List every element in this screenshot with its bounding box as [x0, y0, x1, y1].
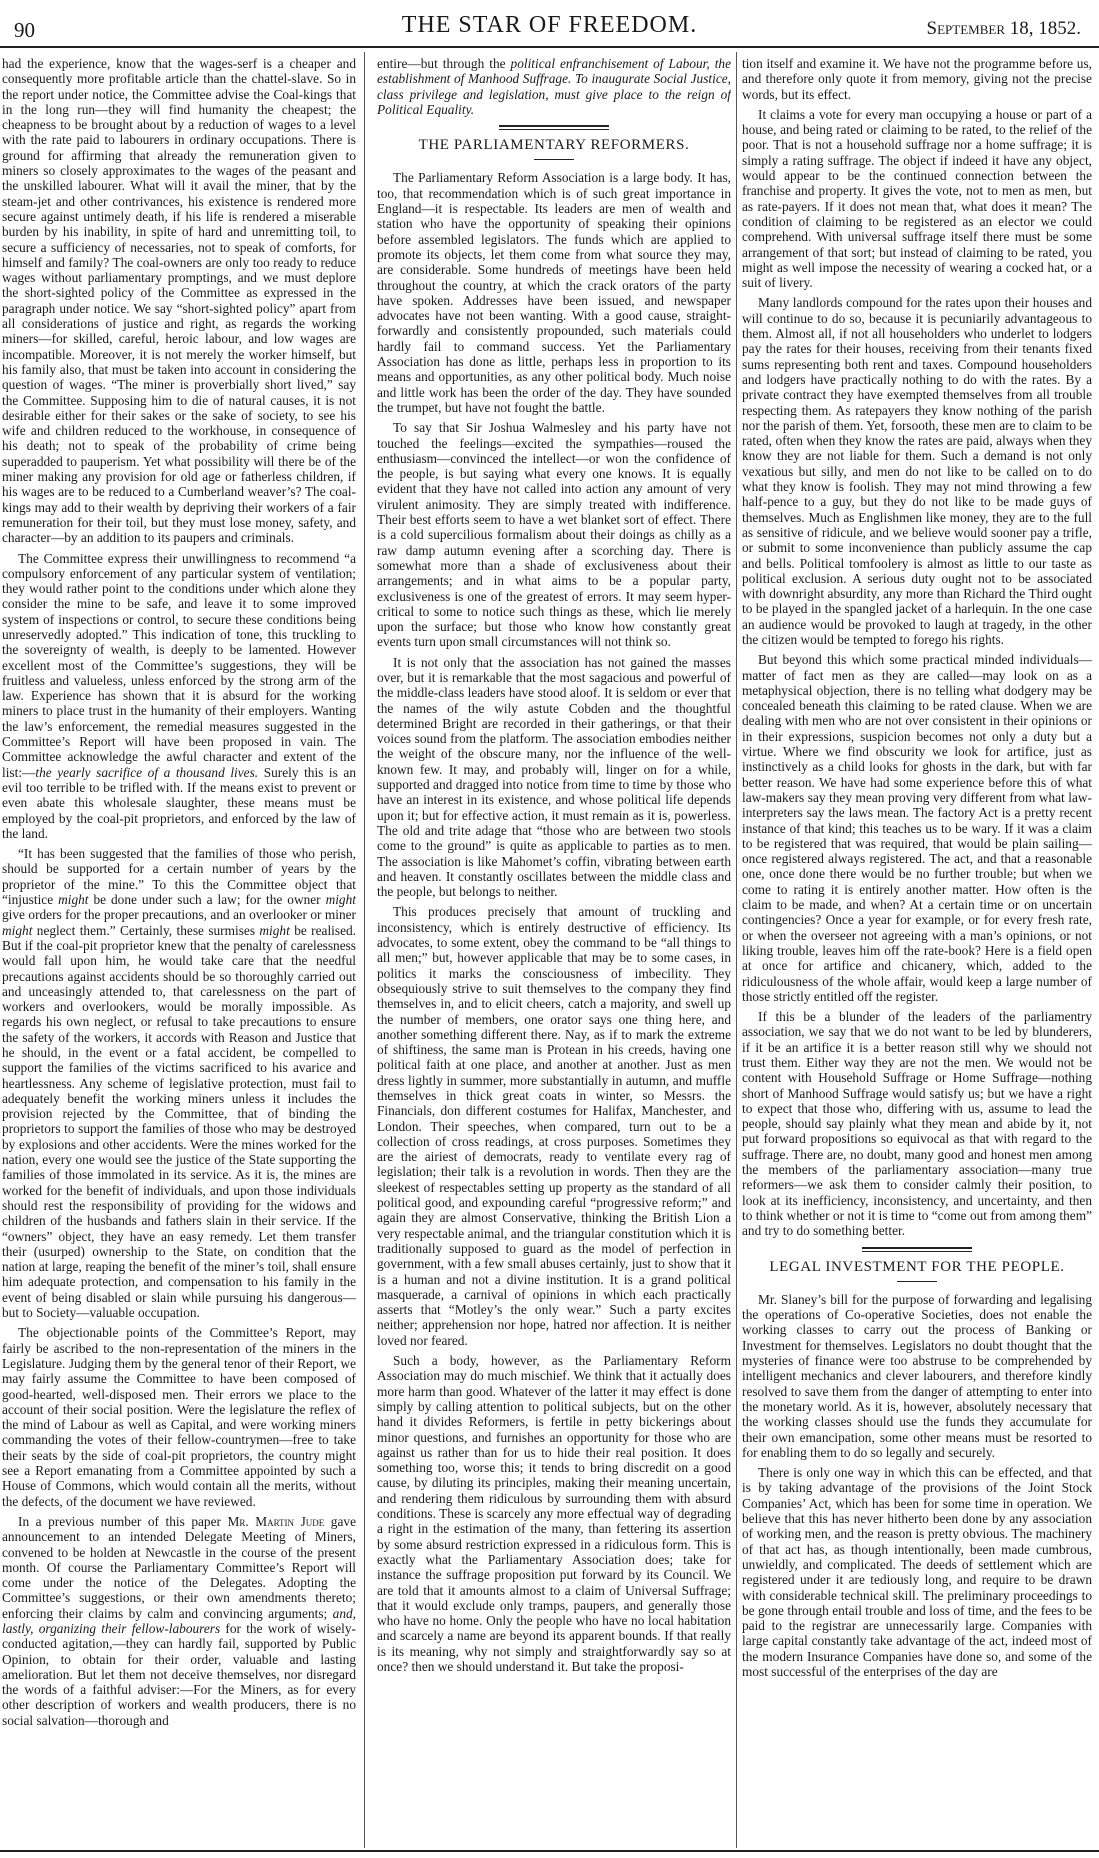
page-number: 90 [14, 18, 35, 42]
paragraph-text: Many landlords compound for the rates upon their houses and will continue to do so, because it is pecuniarily advantageous to them. Almost all, if not all householders who underlet to lodgers pay the rates for their houses, receiving from their tenants fixed sums representing both rent and taxes. Compound householders and lodgers have practically nothing to do with the rates. By a private contract they have exempted themselves from all trouble respecting them. As ratepayers they know nothing of the parish nor the parish of them. Yet, forsooth, these men are to claim to be rated, often when they know the rates are paid, always when they know they are not liable for them. Such a demand is not only vexatious but silly, and men do not like to be called on to do what they know is foolish. They may not mind throwing a few half-pence to a guy, but they do not like to be made guys of themselves. Much as Englishmen like money, they are to the full as sensitive of ridicule, and we believe would sooner pay a trifle, or submit to some inconvenience than publicly assume the cap and bells. Political tomfoolery is almost as little to our taste as political exclusion. A serious duty ought not to be associated with downright absurdity, any more than Richard the Third ought to be played in the spangled jacket of a harlequin. In the one case an audience would be provoked to laugh at tragedy, in the other the citizen would be tempted to forego his rights. [742, 295, 1092, 647]
issue-date: September 18, 1852. [926, 18, 1081, 39]
article-headline: THE PARLIAMENTARY REFORMERS. [418, 137, 690, 154]
paragraph-text: be done under such a law; for the owner [88, 892, 326, 908]
paragraph-text: The Committee express their unwillingness to recommend “a compulsory enforcement of any particular system of ventilation; they would rather point to the conditions under which alone they consider the mine to be safe, and leave it to some improved system of inspections or control, to secure these conditions being unreservedly adopted.” This indication of tone, this truckling to the sovereignty of wealth, is deeply to be lamented. However excellent most of the Committee’s suggestions, they will be fruitless and valueless, unless enforced by the strong arm of the law. Experience has shown that it is absurd for the working miners to place trust in the humanity of their employers. Wanting the law’s enforcement, the remedial measures suggested in the Committee’s Report will have been proposed in vain. The Committee acknowledge the awful character and extent of the list:— [2, 550, 356, 780]
paragraph-text: Mr. Slaney’s bill for the purpose of forwarding and legalising the operations of Co-operative Societies, does not enable the working classes to carry out the process of Banking or Investment for themselves. Legislators no doubt thought that the mysteries of finance were too abstruse to be comprehended by intelligent mechanics and clever labourers, and therefore kindly resolved to save them from the danger of attempting to enter into the monetary world. As it is, however, absolutely necessary that the working classes should use the funds they accumulate for their own emancipation, some other means must be resorted to for enabling them to do so legally and securely. [742, 1291, 1092, 1460]
article-paragraph [742, 107, 1092, 291]
column-divider [364, 52, 365, 1848]
paragraph-text: give orders for the proper precautions, and an overlooker or miner [2, 907, 356, 923]
paragraph-text: Mr. Martin Jude [227, 1513, 325, 1529]
paragraph-text: There is only one way in which this can be effected, and that is by taking advantage of the provisions of the Joint Stock Companies’ Act, which has been for some time in operation. We believe that this has never hitherto been done by any association of working men, and the reason is pretty obvious. The machinery of that act has, as though intentionally, been made cumbrous, unwieldly, and complicated. The deeds of settlement which are registered under it are tediously long, and require to be drawn with considerable technical skill. The preliminary proceedings to be gone through entail trouble and loss of time, and the fees to be paid to the registrar are unnecessarily large. Companies with large capital constantly take advantage of the act, indeed most of the modern Insurance Companies have done so, and some of the most successful of the enterprises of the day are [742, 1465, 1092, 1679]
article-paragraph [2, 846, 356, 1320]
paragraph-text: “It has been suggested that the families of those who perish, should be supported for a certain number of years by the proprietor of the mine.” To this the Committee object that “injustice [2, 846, 356, 908]
article-paragraph [742, 295, 1092, 647]
page-bottom-rule [0, 1850, 1099, 1852]
article-paragraph [742, 1009, 1092, 1238]
section-divider [499, 125, 609, 130]
paragraph-text: gave announcement to an intended Delegate Meeting of Miners, convened to be holden at Newcastle in the course of the present month. Of course the Parliamentary Committee’s Report will come under the notice of the Delegates. Adopting the Committee’s suggestions, or their own amendments thereto; enforcing their claims by calm and convincing arguments; [2, 1513, 356, 1621]
article-paragraph [2, 1325, 356, 1509]
paragraph-text: had the experience, know that the wages-serf is a cheaper and consequently more profitable article than the chattel-slave. So in the report under notice, the Committee advise the Coal-kings that in the long run—they will find humanity the cheapest; the cheapness to be brought about by a reduction of wages to a level with the rate paid to labourers in ordinary occupations. There is ground for affirming that already the remuneration given to miners so closely approximates to the wages of the peasant and the unskilled labourer. What will it avail the miner, that by the steam-jet and other contrivances, his existence is rendered more secure against untimely death, if his life is rendered a miserable burden by his inability, in spite of hard and unremitting toil, to secure a sufficiency of necessaries, not to speak of comforts, for himself and family? The coal-owners are only too ready to reduce wages without parliamentary promptings, and we must deplore the short-sighted policy of the Committee as expressed in the paragraph under notice. We say “short-sighted policy” apart from all considerations of justice and right, as regards the working miners—for skilled, careful, heroic labour, and low wages are incompatible. Moreover, it is not merely the worker himself, but his family also, that must be taken into account in considering the question of wages. “The miner is proverbially short lived,” say the Committee. Supposing him to die of natural causes, it is not desirable either for their sakes or the sake of society, to see his wife and children reduced to the workhouse, in consequence of his death; not to speak of the probability of crime being superadded to pauperism. Yet what possibility will there be of the miner making any provision for old age or fatherless children, if his wages are to be reduced to a Cumberland weaver’s? The coal-kings may add to their wealth by depriving their workers of a fair remuneration for their toil, but they must lose money, safety, and character—by an addition to its paupers and criminals. [2, 56, 356, 546]
masthead-rule [0, 46, 1099, 48]
article-paragraph [377, 655, 731, 900]
headline-underline [534, 159, 574, 160]
paragraph-text: Surely this is an evil too terrible to be trifled with. If the means exist to prevent or even abate this wholesale slaughter, these means must be employed by the coal-pit proprietors, and enforced by the law of the land. [2, 764, 356, 841]
section-divider [862, 1247, 972, 1252]
paragraph-text: neglect them.” Certainly, these surmises [32, 922, 260, 938]
headline-underline [897, 1281, 937, 1282]
paragraph-text: for the work of wisely-conducted agitation,—they can hardly fail, supported by Public Opinion, to obtain for their order, valuable and lasting amelioration. But let them not deceive themselves, nor disregard the words of a faithful adviser:—For the Miners, as for every other description of workers and wealth producers, there is no social salvation—thorough and [2, 1620, 356, 1728]
paragraph-text: Such a body, however, as the Parliamentary Reform Association may do much mischief. We think that it actually does more harm than good. Whatever of the latter it may effect is done simply by calling attention to political subjects, but on the other hand it divides Reformers, is fertile in petty bickerings about minor questions, and furnishes an opportunity for those who are against us rather than for us to hide their real position. It does something too, worse this; it tends to bring discredit on a good cause, by diluting its principles, making their meaning uncertain, and rendering them ridiculous by surrounding them with absurd conditions. These is scarcely any more effectual way of degrading a right in the estimation of the many, than fettering its assertion by some absurd restriction expressed in a ridiculous form. This is exactly what the Parliamentary Association does; take for instance the suffrage proposition put forward by its Council. We are told that it amounts almost to a claim of Universal Suffrage; that it would exclude only tramps, paupers, and generally those who have no home. Only the people who have no local habitation and scarcely a name are beyond its apparent bounds. If that really is its meaning, why not simply and straightforwardly say so at once? then we should understand it. But take the proposi- [377, 1353, 731, 1674]
italic-text: political enfranchisement of Labour, the establishment of Manhood Suffrage. To inaugurate Social Justice, class privilege and legislation, must give place to the reign of Political Equality. [377, 56, 731, 117]
article-paragraph [377, 1353, 731, 1674]
article-paragraph [377, 420, 731, 649]
article-paragraph [2, 551, 356, 842]
paragraph-text: entire—but through the [377, 56, 511, 71]
italic-text: might [259, 922, 290, 938]
article-paragraph [742, 652, 1092, 1004]
italic-text: might [58, 892, 89, 908]
article-paragraph [2, 1514, 356, 1728]
column-divider [736, 52, 737, 1848]
article-paragraph [742, 56, 1092, 102]
article-headline: LEGAL INVESTMENT FOR THE PEOPLE. [769, 1258, 1065, 1275]
paragraph-text: tion itself and examine it. We have not the programme before us, and therefore only quote it from memory, giving not the precise words, but its effect. [742, 56, 1092, 102]
italic-text: the yearly sacrifice of a thousand lives. [35, 764, 259, 780]
article-paragraph [377, 170, 731, 415]
paragraph-text: It is not only that the association has not gained the masses over, but it is remarkable that the most sagacious and powerful of the middle-class leaders have stood aloof. It is seldom or ever that the names of the wily astute Cobden and the thoughtful determined Bright are recorded in their gatherings, or that their voices sound from the platform. The association embodies neither the weight of the obscure many, nor the influence of the well-known few. It may, and probably will, linger on for a while, supported and dragged into notice from time to time by those who have an interest in its existence, and whose political life depends upon it; but for effective action, it must remain as it is, powerless. The old and trite adage that “those who are between two stools come to the ground” is quite as applicable to parties as to men. The association is like Mahomet’s coffin, vibrating between earth and heaven. It constantly oscillates between the middle class and the people, but belongs to neither. [377, 654, 731, 900]
paragraph-text: If this be a blunder of the leaders of the parliamentry association, we say that we do not want to be led by blunderers, if it be an artifice it is a better reason still why we should not trust them. Either way they are not the men. We would not be content with Household Suffrage or Home Suffrage—nothing short of Manhood Suffrage would satisfy us; but we have a right to expect that those who, differing with us, assume to lead the people, should say plainly what they mean and abide by it, not put forward propositions so equivocal as that with regard to the suffrage. There are, no doubt, many good and honest men among the members of the parliamentary association—many true reformers—we ask them to consider calmly their position, to look at its inefficiency, inconsistency, and uncertainty, and then to think whether or not it is time to “come out from among them” and try to do something better. [742, 1009, 1092, 1239]
masthead [0, 0, 1099, 52]
article-paragraph [377, 904, 731, 1348]
column-1 [2, 56, 356, 1846]
article-paragraph [377, 56, 731, 117]
paragraph-text: But beyond this which some practical minded individuals—matter of fact men as they are called—may look on as a metaphysical objection, there is no telling what dodgery may be concealed beneath this claiming to be rated clause. When we are dealing with men who are not over consistent in their opinions or in their expressions, suspicion becomes not only a duty but a virtue. Where we find obscurity we look for artifice, just as instinctively as a child looks for ghosts in the dark, but with far better reason. We have had some experience before this of what law-makers say they mean proving very different from what law-interpreters say the laws mean. The factory Act is a pretty recent instance of that kind; this teaches us to be wary. If it was a claim to be registered that was required, that would be plain sailing—once registered always registered. The act, and that a reasonable one, once done there would be no further trouble; but when we come to rating it is entirely another matter. How often is the claim to be made, and when? At a certain time or on uncertain contingencies? Once a year for example, or for every fresh rate, or when the overseer not agreeing with a man’s opinions, or not liking trouble, leaves him off the rate-book? Here is a field open at once for artifice and chicanery, which, added to the ridiculousness of the whole affair, would keep a large number of those strictly entitled off the register. [742, 652, 1092, 1004]
paragraph-text: It claims a vote for every man occupying a house or part of a house, and being rated or claiming to be rated, to the relief of the poor. That is not a household suffrage nor a home suffrage; it is simply a rating suffrage. The object if indeed it have any object, would appear to be the continued connection between the franchise and property. It gives the vote, not to men as men, but as rate-payers. If it does not mean that, what does it mean? The condition of claiming to be registered as an elector we could comprehend. With universal suffrage itself there must be some arrangement of that sort; but instead of claiming to be rated, you might as well impose the necessity of wearing a cocked hat, or a suit of livery. [742, 106, 1092, 291]
column-2 [377, 56, 731, 1846]
article-paragraph [2, 56, 356, 546]
article-paragraph [742, 1465, 1092, 1679]
newspaper-title: THE STAR OF FREEDOM. [401, 12, 698, 38]
paragraph-text: This produces precisely that amount of truckling and inconsistency, which is entirely destructive of efficiency. Its advocates, to some extent, obey the command to be “all things to all men;” but, however applicable that may be to some cases, in politics it marks the consciousness of imbecility. They obsequiously strive to suit themselves to the company they find themselves in, and to elicit cheers, catch a majority, and swell up the number of members, one orator says one thing here, and another something different there. Nay, as if to mark the extreme of shiftiness, the same man is Protean in his creeds, having one political faith at one place, and another at another. Just as men dress lightly in summer, more substantially in autumn, and muffle themselves in thick great coats in winter, so Messrs. the Financials, don different costumes for Halifax, Manchester, and London. Their speeches, when compared, turn out to be a collection of cross readings, at cross purposes. Sometimes they are the airiest of democrats, ready to ventilate every rag of legislation; their talk is a revolution in words. Then they are the sleekest of respectables setting up property as the standard of all political good, and expounding careful “progressive reform;” and again they are almost Conservative, thinking the British Lion a very respectable animal, and the triangular constitution which it is traditionally supposed to guard as the model of perfection in government, with a few small abuses certainly, just to show that it is a human and not a divine institution. It is a grand political masquerade, a carnival of opinions in which each practically asserts that “Motley’s the only wear.” Such a party excites neither; apprehension nor hope, hatred nor affection. It is neither loved nor feared. [377, 904, 731, 1348]
italic-text: might [2, 922, 33, 938]
paragraph-text: In a previous number of this paper [18, 1513, 228, 1529]
italic-text: might [325, 892, 356, 908]
paragraph-text: The Parliamentary Reform Association is a large body. It has, too, that recommendation which is of such great importance in England—it is respectable. Its leaders are men of wealth and station who have the opportunity of speaking their opinions before assembled legislators. The funds which are applied to promote its objects, let them come from what source they may, are considerable. Some hundreds of meetings have been held throughout the country, at which the crack orators of the party have spoken. Addresses have been issued, and newspaper advocates have not been wanting. With a good cause, straight-forwardly and consistently propounded, such materials could hardly fail to command success. Yet the Parliamentary Association has done as little, perhaps less in proportion to its means and opportunities, as any other political body. Much noise and little work has been the order of the day. They have sounded the trumpet, but have not fought the battle. [377, 170, 731, 415]
paragraph-text: The objectionable points of the Committee’s Report, may fairly be ascribed to the non-representation of the miners in the Legislature. Judging them by the general tenor of their Report, we may fairly assume the Committee to have been composed of good-hearted, well-disposed men. Their errors we place to the account of their social position. Were the legislature the reflex of the mind of Labour as well as Capital, and were working miners commanding the votes of their fellow-countrymen—free to take their seats by the side of coal-pit proprietors, the country might see a Report emanating from a Committee appointed by such a House of Commons, which would contain all the merits, without the defects, of the document we have reviewed. [2, 1325, 356, 1509]
article-paragraph [742, 1292, 1092, 1460]
italic-text: and, lastly, organizing their fellow-labourers [2, 1605, 356, 1636]
column-3 [742, 56, 1092, 1846]
paragraph-text: To say that Sir Joshua Walmesley and his party have not touched the feelings—excited the sympathies—roused the enthusiasm—convinced the intellect—or won the confidence of the people, is but saying what every one knows. It is equally evident that they have not called into action any amount of very virulent animosity. They are simply treated with indifference. Their best efforts seem to have a wet blanket sort of effect. There is a cold supercilious formalism about their doings as chilly as a raw damp autumn evening after a scorching day. There is somewhat more than a shade of exclusiveness about their arrangements; and in what aims to be a popular party, exclusiveness is one of the greatest of errors. It may seem hyper-critical to some to notice such things as these, which lie merely upon the surface; but those who know how constantly great events turn upon small circumstances will not think so. [377, 420, 731, 650]
paragraph-text: be realised. But if the coal-pit proprietor knew that the penalty of carelessness would fall upon him, he would take care that the needful precautions against accidents should be so thoroughly carried out and unceasingly attended to, that carelessness on the part of workers and overlookers, would be morally impossible. As regards his own neglect, or refusal to take precautions to ensure the safety of the workers, it accords with Reason and Justice that he should, in the event or a fatal accident, be compelled to support the families of the victims sacrificed to his avarice and heartlessness. Any scheme of legislative protection, must fail to adequately benefit the working miners unless it includes the provision rejected by the Committee, that of binding the proprietors to support the families of those who may be destroyed by explosions and other accidents. Were the mines worked for the nation, every one would see the justice of the State supporting the families of those immolated in its service. As it is, the mines are worked for the benefit of individuals, and upon those individuals should rest the responsibility of providing for the widows and children of the husbands and fathers slain in their service. If the “owners” object, they have an easy remedy. Let them transfer their (usurped) ownership to the State, on condition that the nation at large, reaping the benefit of the miner’s toil, shall ensure him adequate protection, and compensation to his family in the event of being disabled or slain while pursuing his dangerous—but to Society—valuable occupation. [2, 922, 356, 1321]
